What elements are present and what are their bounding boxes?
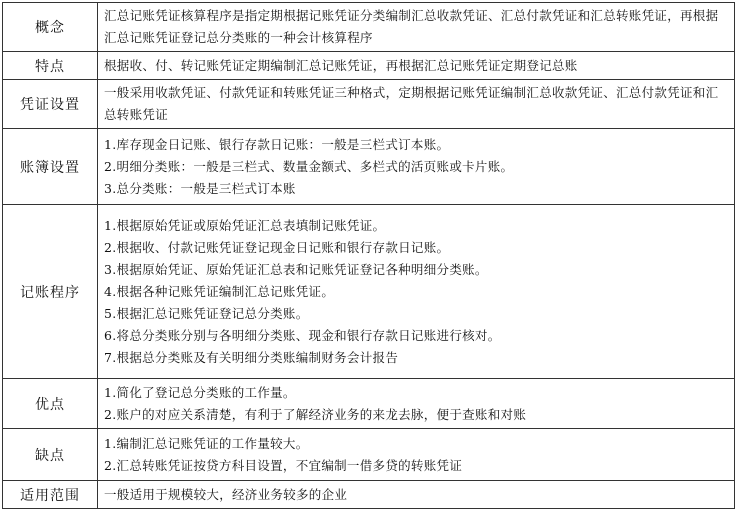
content-line: 一般适用于规模较大，经济业务较多的企业 xyxy=(104,486,348,502)
row-label-bookkeeping-procedure: 记账程序 xyxy=(3,205,98,379)
table-row-concept xyxy=(3,3,735,52)
content-line: 根据收、付、转记账凭证定期编制汇总记账凭证，再根据汇总记账凭证定期登记总账 xyxy=(104,57,578,73)
content-line: 4.根据各种记账凭证编制汇总记账凭证。 xyxy=(104,283,335,299)
row-content-feature xyxy=(98,52,735,80)
content-line: 5.根据汇总记账凭证登记总分类账。 xyxy=(104,305,309,321)
row-content-disadvantages xyxy=(98,429,735,481)
row-content-advantages xyxy=(98,379,735,429)
table-row-ledger-setup xyxy=(3,129,735,205)
content-line: 3.总分类账：一般是三栏式订本账 xyxy=(104,180,296,196)
row-label-disadvantages: 缺点 xyxy=(3,429,98,481)
summary-table xyxy=(2,2,735,509)
row-label-voucher-setup: 凭证设置 xyxy=(3,80,98,129)
table-row-advantages xyxy=(3,379,735,429)
content-line: 汇总记账凭证核算程序是指定期根据记账凭证分类编制汇总收款凭证、汇总付款凭证和汇总转账凭证，再根据汇总记账凭证登记总分类账的一种会计核算程序 xyxy=(104,8,719,45)
content-line: 1.编制汇总记账凭证的工作量较大。 xyxy=(104,435,309,451)
content-line: 2.根据收、付款记账凭证登记现金日记账和银行存款日记账。 xyxy=(104,239,450,255)
content-line: 2.明细分类账：一般是三栏式、数量金额式、多栏式的活页账或卡片账。 xyxy=(104,158,514,174)
content-line: 7.根据总分类账及有关明细分类账编制财务会计报告 xyxy=(104,349,399,365)
row-content-ledger-setup xyxy=(98,129,735,205)
content-line: 3.根据原始凭证、原始凭证汇总表和记账凭证登记各种明细分类账。 xyxy=(104,261,488,277)
table-row-voucher-setup xyxy=(3,80,735,129)
table-row-bookkeeping-procedure xyxy=(3,205,735,379)
content-line: 2.汇总转账凭证按贷方科目设置，不宜编制一借多贷的转账凭证 xyxy=(104,457,463,473)
table-row-scope xyxy=(3,481,735,509)
row-content-bookkeeping-procedure xyxy=(98,205,735,379)
table-row-feature xyxy=(3,52,735,80)
content-line: 2.账户的对应关系清楚，有利于了解经济业务的来龙去脉，便于查账和对账 xyxy=(104,406,527,422)
content-line: 1.库存现金日记账、银行存款日记账：一般是三栏式订本账。 xyxy=(104,136,450,152)
row-label-feature: 特点 xyxy=(3,52,98,80)
row-label-advantages: 优点 xyxy=(3,379,98,429)
content-line: 一般采用收款凭证、付款凭证和转账凭证三种格式，定期根据记账凭证编制汇总收款凭证、汇总付款凭证和汇总转账凭证 xyxy=(104,85,719,122)
row-content-voucher-setup xyxy=(98,80,735,129)
row-content-concept xyxy=(98,3,735,52)
row-label-ledger-setup: 账簿设置 xyxy=(3,129,98,205)
content-line: 1.简化了登记总分类账的工作量。 xyxy=(104,384,296,400)
row-content-scope xyxy=(98,481,735,509)
table-row-disadvantages xyxy=(3,429,735,481)
content-line: 6.将总分类账分别与各明细分类账、现金和银行存款日记账进行核对。 xyxy=(104,327,501,343)
row-label-scope: 适用范围 xyxy=(3,481,98,509)
row-label-concept: 概念 xyxy=(3,3,98,52)
content-line: 1.根据原始凭证或原始凭证汇总表填制记账凭证。 xyxy=(104,217,386,233)
